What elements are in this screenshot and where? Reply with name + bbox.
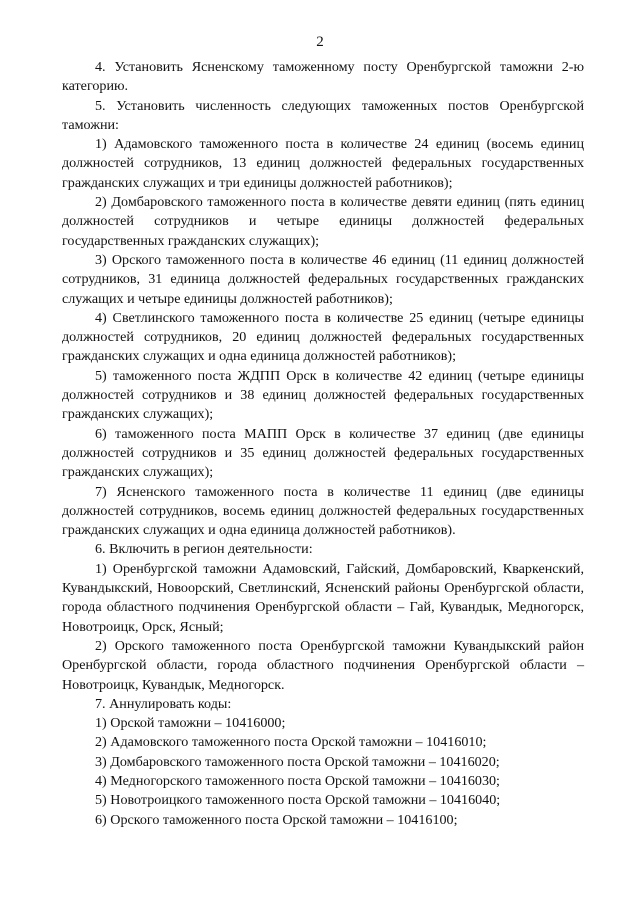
list-item-orsky-staff: 3) Орского таможенного поста в количестве 46 единиц (11 единиц должностей сотрудников, 31 единица должностей федеральных государственных гражданских служащих и четыре единицы должностей работников); [62,251,584,307]
list-item-dombarovsky-staff: 2) Домбаровского таможенного поста в количестве девяти единиц (пять единиц должностей сотрудников и четыре единицы должностей федеральных государственных гражданских служащих); [62,194,584,249]
list-item-code-orsk-customs: 1) Орской таможни – 10416000; [95,715,286,732]
paragraph-region-heading: 6. Включить в регион деятельности: [95,541,313,558]
paragraph-staffing-heading: 5. Установить численность следующих таможенных постов Оренбургской таможни: [62,97,584,133]
list-item-code-dombarovsky: 3) Домбаровского таможенного поста Орской таможни – 10416020; [95,753,500,770]
list-item-orsky-region: 2) Орского таможенного поста Оренбургской таможни Кувандыкский район Оренбургской области, города областного подчинения Оренбургской области – Новотроицк, Кувандык, Медногорск. [62,637,584,693]
list-item-code-novotroitsky: 5) Новотроицкого таможенного поста Орской таможни – 10416040; [95,792,501,809]
list-item-code-mednogorsky: 4) Медногорского таможенного поста Орской таможни – 10416030; [95,772,500,789]
list-item-orenburg-region: 1) Оренбургской таможни Адамовский, Гайский, Домбаровский, Кваркенский, Кувандыкский, Новоорский, Светлинский, Ясненский районы Оренбургской области, города областного подчинения Оренбургской области – Гай, Кувандык, Медногорск, Новотроицк, Орск, Ясный; [62,560,584,635]
list-item-code-adamovsky: 2) Адамовского таможенного поста Орской таможни – 10416010; [95,734,487,751]
paragraph-codes-heading: 7. Аннулировать коды: [95,695,232,712]
page-number: 2 [316,34,324,50]
list-item-code-orsky: 6) Орского таможенного поста Орской таможни – 10416100; [95,811,458,828]
list-item-mapp-orsk-staff: 6) таможенного поста МАПП Орск в количестве 37 единиц (две единицы должностей сотрудников и 35 единиц должностей федеральных государственных гражданских служащих); [62,425,584,481]
list-item-adamovsky-staff: 1) Адамовского таможенного поста в количестве 24 единиц (восемь единиц должностей сотрудников, 13 единиц должностей федеральных государственных гражданских служащих и три единицы должностей работников); [62,136,584,191]
list-item-yasnensky-staff: 7) Ясненского таможенного поста в количестве 11 единиц (две единицы должностей сотрудников, восемь единиц должностей федеральных государственных гражданских служащих и одна единица должностей работников). [62,483,584,539]
list-item-zhdpp-orsk-staff: 5) таможенного поста ЖДПП Орск в количестве 42 единиц (четыре единицы должностей сотрудников и 38 единиц должностей федеральных государственных гражданских служащих); [62,367,584,423]
list-item-svetlinsky-staff: 4) Светлинского таможенного поста в количестве 25 единиц (четыре единицы должностей сотрудников, 20 единиц должностей федеральных государственных гражданских служащих и одна единица должностей работников); [62,309,584,365]
paragraph-category: 4. Установить Ясненскому таможенному посту Оренбургской таможни 2-ю категорию. [62,59,584,95]
document-body [62,58,584,830]
